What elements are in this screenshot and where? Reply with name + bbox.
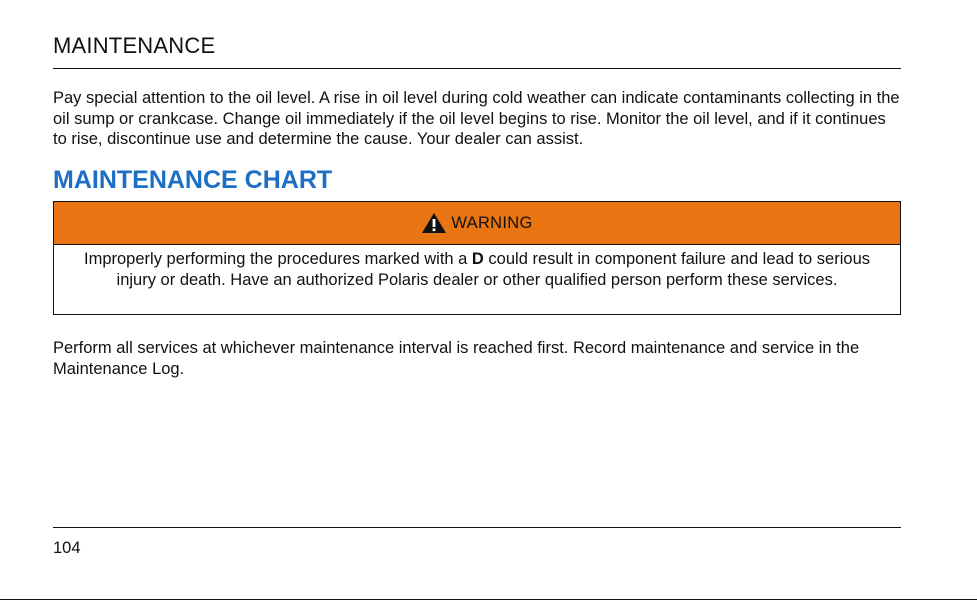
dealer-service-marker: D	[471, 250, 484, 268]
chart-title: MAINTENANCE CHART	[53, 166, 333, 194]
page-number: 104	[53, 539, 81, 557]
oil-level-paragraph: Pay special attention to the oil level. A rise in oil level during cold weather can indicate contaminants collecting in the oil sump or crankcase. Change oil immediately if the oil level begins to rise. Monitor the oil level, and if it continues to rise, discontinue use and determine the cause. Your dealer can assist.	[53, 89, 900, 148]
warning-text-start: Improperly performing the procedures marked with a	[84, 250, 472, 268]
warning-header	[54, 202, 900, 245]
warning-box	[53, 201, 901, 315]
page-bottom-edge	[0, 599, 977, 600]
services-paragraph: Perform all services at whichever maintenance interval is reached first. Record maintenance and service in the Maintenance Log.	[53, 339, 860, 378]
warning-triangle-icon	[421, 212, 447, 234]
warning-text	[54, 245, 900, 290]
header-rule	[53, 68, 901, 69]
manual-page	[53, 0, 901, 601]
section-header: MAINTENANCE	[53, 33, 216, 58]
footer-rule	[53, 527, 901, 528]
warning-label: WARNING	[451, 213, 533, 232]
warning-text-end: could result in component failure and lead to serious injury or death. Have an authorized Polaris dealer or other qualified person perform these services.	[116, 250, 870, 289]
